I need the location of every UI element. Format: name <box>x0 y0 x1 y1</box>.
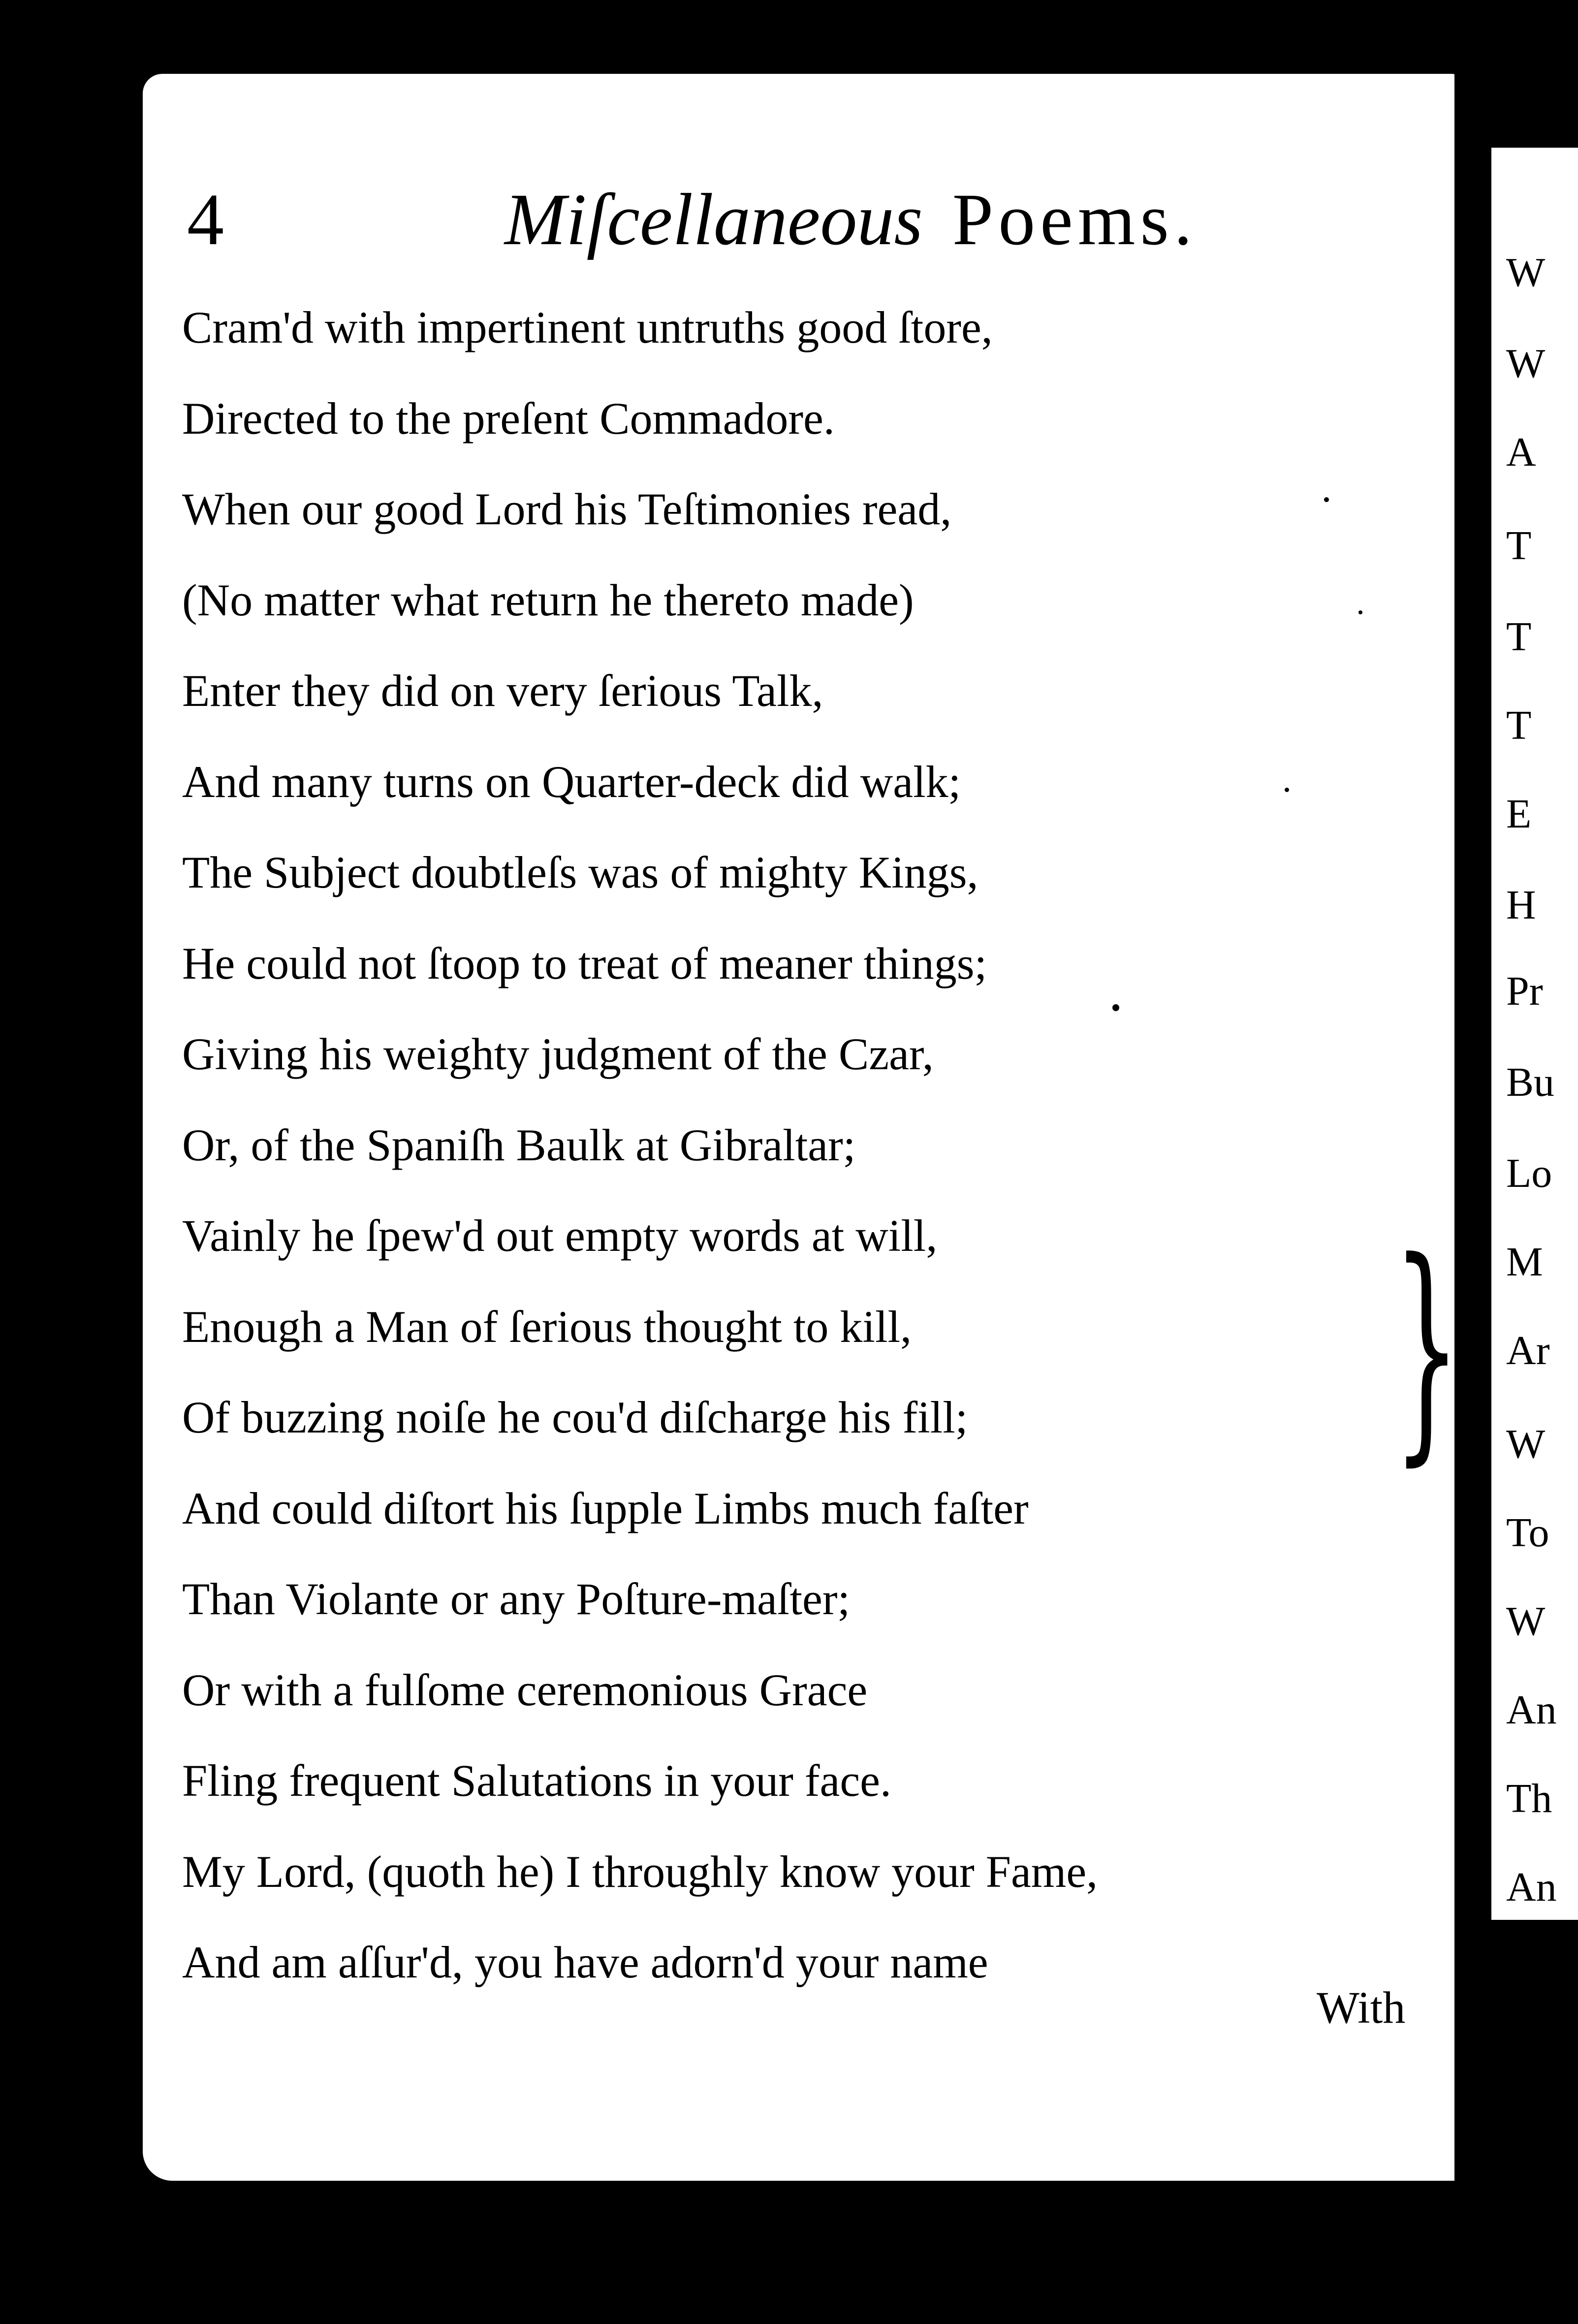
facing-fragment: Pr <box>1506 968 1543 1014</box>
poem-line: Enter they did on very ſerious Talk, <box>182 666 823 716</box>
poem-line: My Lord, (quoth he) I throughly know your Fame, <box>182 1846 1098 1897</box>
facing-fragment: T <box>1506 614 1532 660</box>
poem-line: And many turns on Quarter-deck did walk; <box>182 756 961 807</box>
poem-line: The Subject doubtleſs was of mighty Kings, <box>182 847 978 897</box>
poem-text <box>182 298 1098 2024</box>
catchword: With <box>1317 1982 1406 2033</box>
facing-fragment: An <box>1506 1864 1557 1910</box>
facing-fragment: To <box>1506 1510 1549 1556</box>
page-number: 4 <box>187 179 224 260</box>
running-title-italic: Miſcellaneous <box>505 179 923 260</box>
facing-fragment: H <box>1506 882 1536 928</box>
facing-fragment: T <box>1506 702 1532 748</box>
facing-fragment: A <box>1506 429 1536 475</box>
running-title-caps: Poems. <box>952 179 1198 260</box>
poem-line: Vainly he ſpew'd out empty words at will, <box>182 1210 938 1261</box>
ink-speck <box>1285 788 1289 792</box>
triplet-brace: } <box>1393 1211 1461 1486</box>
running-title <box>505 177 1197 262</box>
facing-fragment: W <box>1506 250 1546 295</box>
poem-line: He could not ſtoop to treat of meaner things; <box>182 938 987 988</box>
poem-line: (No matter what return he thereto made) <box>182 574 914 625</box>
poem-line: Of buzzing noiſe he cou'd diſcharge his fill; <box>182 1392 968 1442</box>
poem-line: When our good Lord his Teſtimonies read, <box>182 484 952 534</box>
poem-line: Cram'd with impertinent untruths good ſtore, <box>182 302 993 352</box>
facing-fragment: Th <box>1506 1776 1552 1821</box>
facing-fragment: W <box>1506 1598 1546 1644</box>
poem-line: Fling frequent Salutations in your face. <box>182 1755 892 1806</box>
facing-fragment: W <box>1506 1421 1546 1467</box>
poem-line: Giving his weighty judgment of the Czar, <box>182 1029 934 1079</box>
facing-fragment: M <box>1506 1239 1543 1285</box>
facing-fragment: Bu <box>1506 1059 1555 1105</box>
facing-fragment: Lo <box>1506 1150 1552 1196</box>
facing-fragment: An <box>1506 1687 1557 1733</box>
poem-line: Directed to the preſent Commadore. <box>182 393 835 444</box>
facing-page-edge <box>1491 148 1578 1920</box>
ink-speck <box>1358 610 1362 614</box>
poem-line: Or, of the Spaniſh Baulk at Gibraltar; <box>182 1119 856 1170</box>
ink-speck <box>1324 497 1329 502</box>
facing-fragment: E <box>1506 791 1532 837</box>
poem-line: And am aſſur'd, you have adorn'd your name <box>182 1937 988 1987</box>
ink-speck <box>1112 1004 1119 1011</box>
facing-fragment: W <box>1506 341 1546 386</box>
page-header <box>0 177 1578 260</box>
facing-fragment: T <box>1506 523 1532 569</box>
poem-line: Enough a Man of ſerious thought to kill, <box>182 1301 912 1352</box>
facing-fragment: Ar <box>1506 1328 1550 1373</box>
poem-line: Or with a fulſome ceremonious Grace <box>182 1664 868 1715</box>
page-gutter <box>1454 74 1491 2240</box>
poem-line: And could diſtort his ſupple Limbs much faſter <box>182 1483 1029 1533</box>
poem-line: Than Violante or any Poſture-maſter; <box>182 1574 851 1624</box>
